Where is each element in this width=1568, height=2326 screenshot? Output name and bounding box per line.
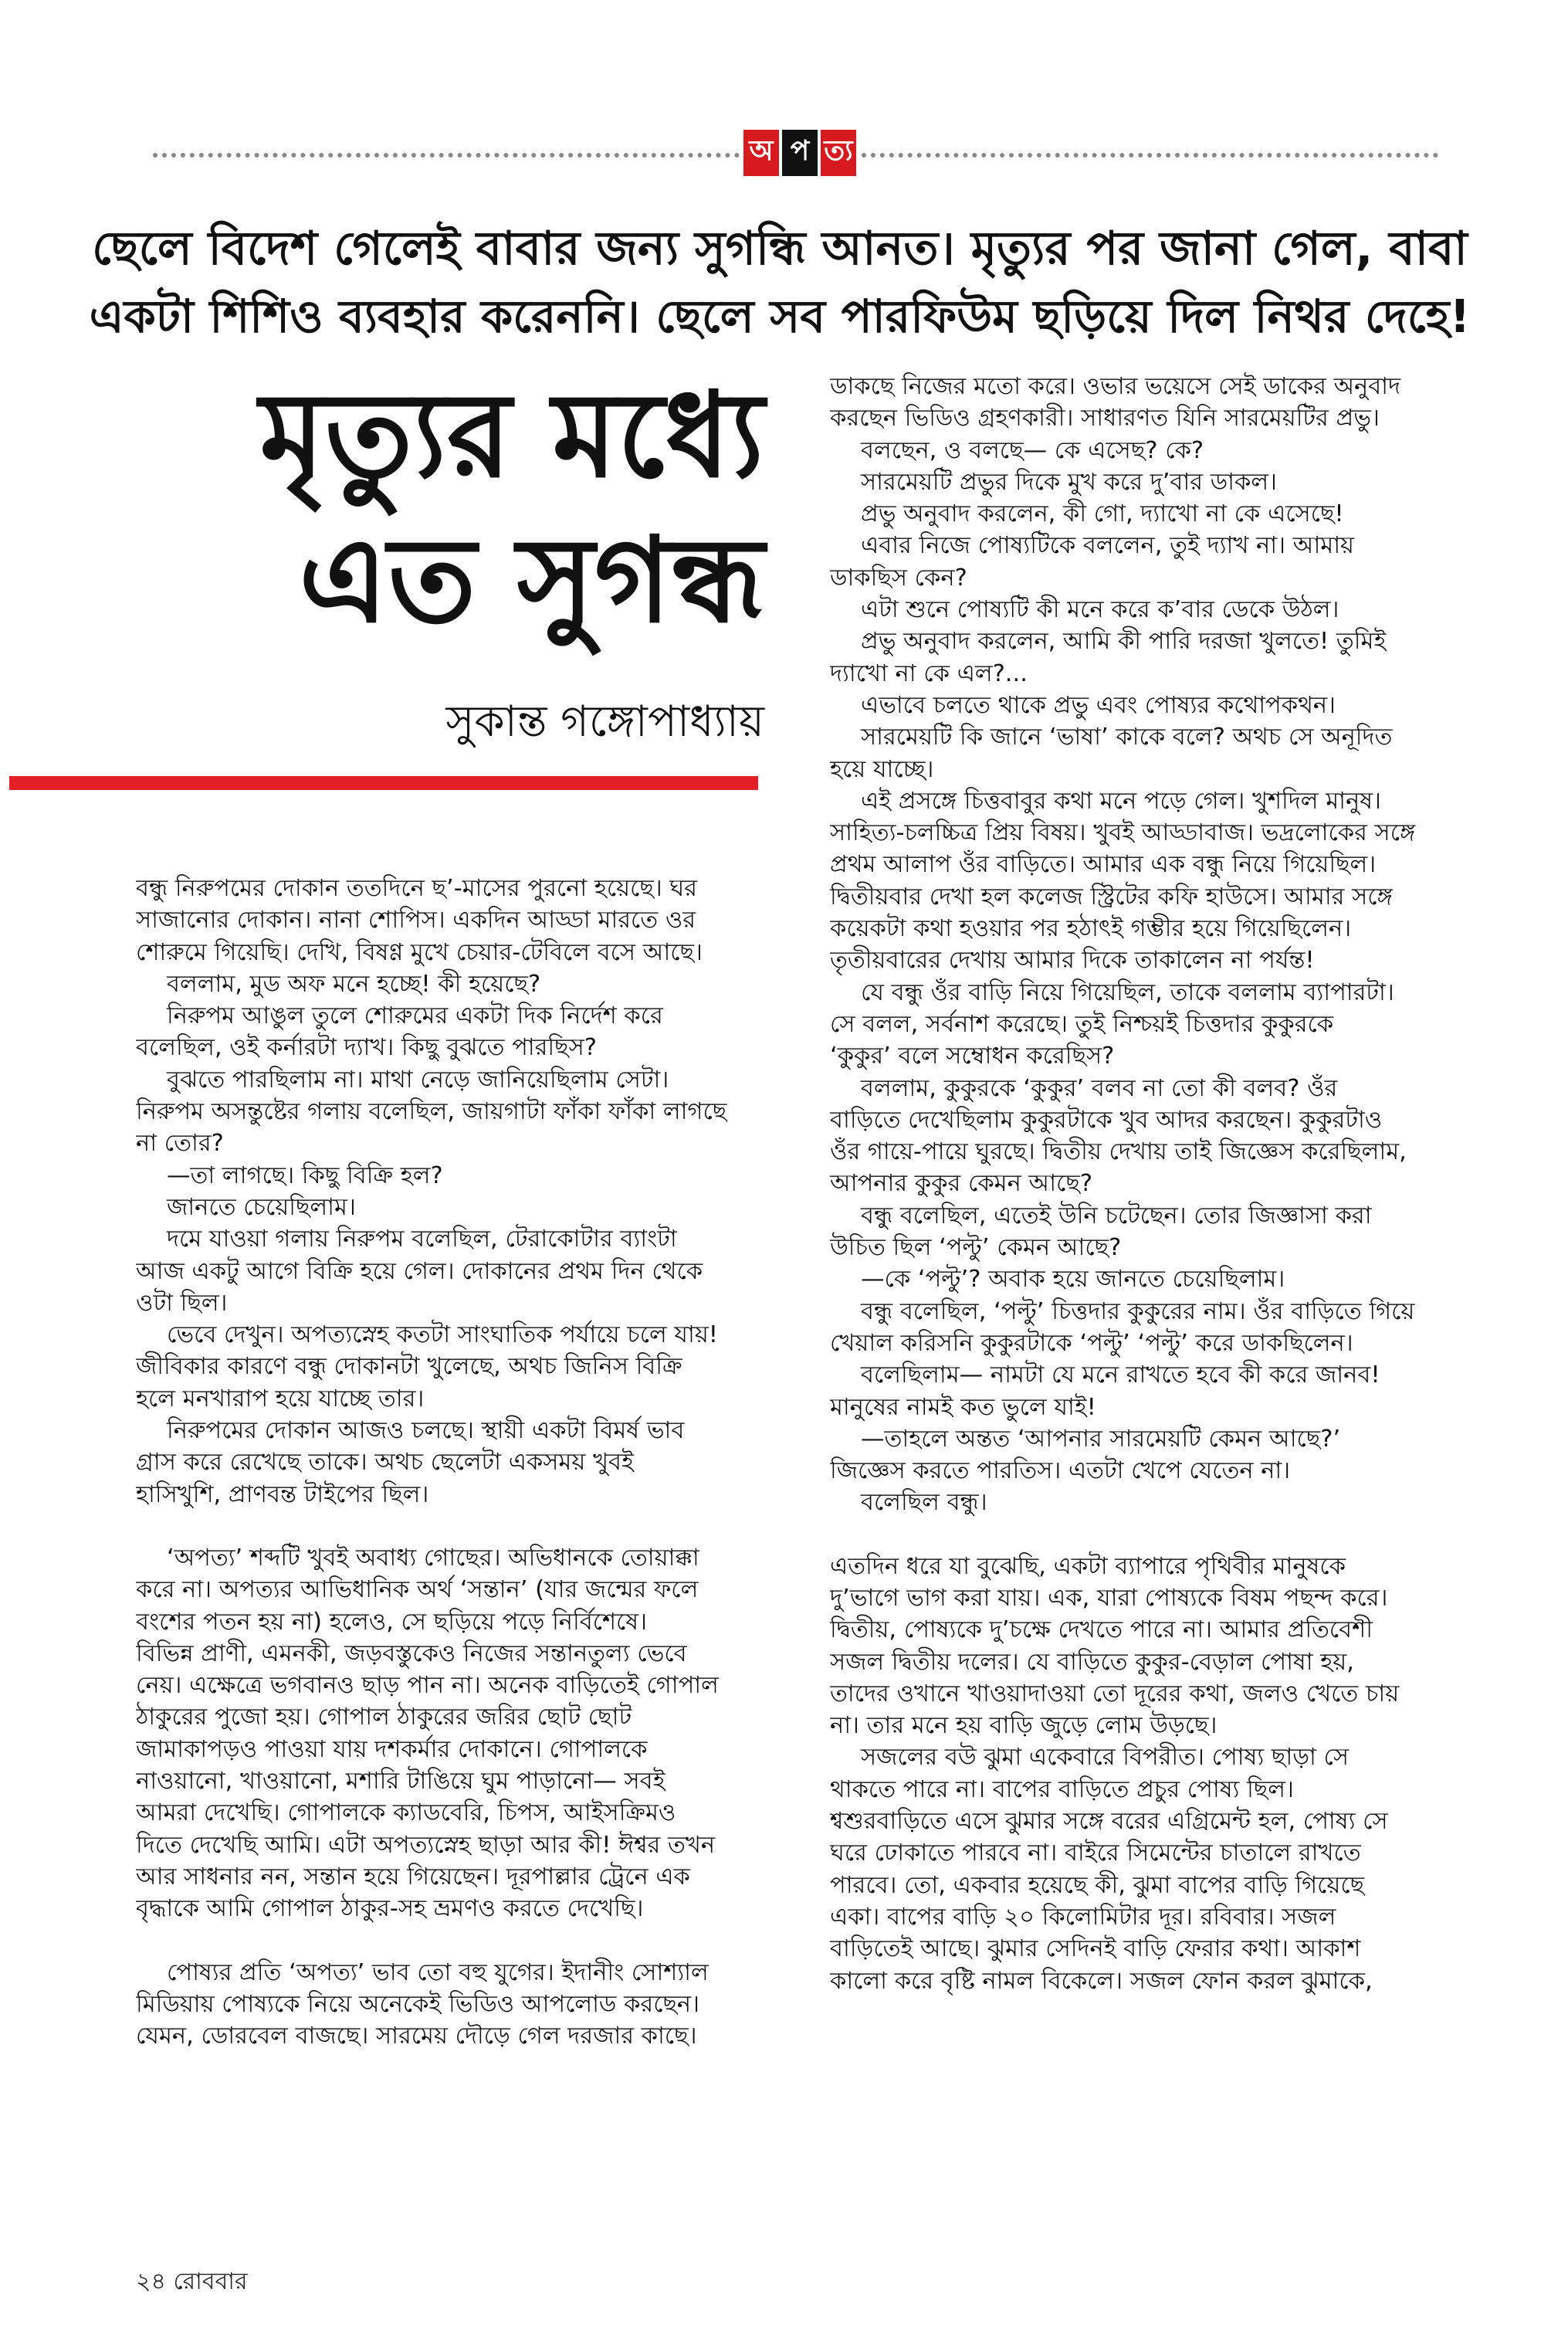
- body-line: বন্ধু বলেছিল, ‘পল্টু’ চিত্তদার কুকুরের নাম। ওঁর বাড়িতে গিয়ে: [861, 1297, 1415, 1325]
- body-line: ঠাকুরের পুজো হয়। গোপাল ঠাকুরের জরির ছোট ছোট: [136, 1704, 632, 1731]
- body-line: দ্বিতীয়, পোষ্যকে দু’চক্ষে দেখতে পারে না। আমার প্রতিবেশী: [830, 1616, 1373, 1644]
- body-line: দ্যাখো না কে এল?...: [830, 659, 1028, 687]
- red-rule: [9, 776, 758, 790]
- body-line: আর সাধনার নন, সন্তান হয়ে গিয়েছেন। দূরপাল্লার ট্রেনে এক: [136, 1863, 690, 1890]
- body-line: নাওয়ানো, খাওয়ানো, মশারি টাঙিয়ে ঘুম পাড়ানো— সবই: [136, 1768, 665, 1795]
- body-line: করে না। অপত্যর আভিধানিক অর্থ ‘সন্তান’ (যার জন্মের ফলে: [136, 1576, 699, 1604]
- section-tag-letter: ত্য: [821, 130, 856, 176]
- body-line: একা। বাপের বাড়ি ২০ কিলোমিটার দূর। রবিবার। সজল: [830, 1903, 1336, 1931]
- body-line: হাসিখুশি, প্রাণবন্ত টাইপের ছিল।: [136, 1480, 429, 1508]
- body-line: জীবিকার কারণে বন্ধু দোকানটা খুলেছে, অথচ জিনিস বিক্রি: [136, 1353, 682, 1381]
- body-line: নিরুপম আঙুল তুলে শোরুমের একটা দিক নির্দেশ করে: [167, 1002, 663, 1030]
- body-line: যেমন, ডোরবেল বাজছে। সারমেয় দৌড়ে গেল দরজার কাছে।: [136, 2023, 697, 2050]
- body-line: হয়ে যাচ্ছে।: [830, 755, 934, 783]
- body-line: বংশের পতন হয় না) হলেও, সে ছড়িয়ে পড়ে নির্বিশেষে।: [136, 1608, 647, 1636]
- section-tag-letter: প: [782, 130, 818, 176]
- body-line: বললাম, কুকুরকে ‘কুকুর’ বলব না তো কী বলব? ওঁর: [861, 1074, 1338, 1102]
- body-line: ভেবে দেখুন। অপত্যস্নেহ কতটা সাংঘাতিক পর্যায়ে চলে যায়!: [167, 1321, 719, 1349]
- body-line: ডাকছে নিজের মতো করে। ওভার ভয়েসে সেই ডাকের অনুবাদ: [830, 373, 1401, 400]
- body-line: বন্ধু বলেছিল, এতেই উনি চটেছেন। তোর জিজ্ঞাসা করা: [861, 1202, 1372, 1229]
- body-line: বিভিন্ন প্রাণী, এমনকী, জড়বস্তুকেও নিজের সন্তানতুল্য ভেবে: [136, 1639, 687, 1667]
- body-line: আজ একটু আগে বিক্রি হয়ে গেল। দোকানের প্রথম দিন থেকে: [136, 1257, 703, 1285]
- body-line: বন্ধু নিরুপমের দোকান ততদিনে ছ’-মাসের পুরনো হয়েছে। ঘর: [136, 875, 698, 902]
- body-line: তাদের ওখানে খাওয়াদাওয়া তো দূরের কথা, জলও খেতে চায়: [830, 1680, 1400, 1707]
- title-line: মৃত্যুর মধ্যে: [259, 367, 764, 504]
- body-line: জামাকাপড়ও পাওয়া যায় দশকর্মার দোকানে। গোপালকে: [136, 1735, 648, 1763]
- body-line: বলেছিল, ওই কর্নারটা দ্যাখ। কিছু বুঝতে পারছিস?: [136, 1034, 597, 1062]
- section-tag: [743, 130, 856, 176]
- dotted-rule-left: [153, 153, 740, 158]
- body-line: ডাকছিস কেন?: [830, 564, 967, 592]
- body-line: এভাবে চলতে থাকে প্রভু এবং পোষ্যর কথোপকথন।: [861, 691, 1336, 719]
- body-line: মানুষের নামই কত ভুলে যাই!: [830, 1393, 1096, 1421]
- body-line: পোষ্যর প্রতি ‘অপত্য’ ভাব তো বহু যুগের। ইদানীং সোশ্যাল: [167, 1958, 709, 1986]
- body-line: এটা শুনে পোষ্যটি কী মনে করে ক’বার ডেকে উঠল।: [861, 596, 1339, 624]
- body-line: তৃতীয়বারের দেখায় আমার দিকে তাকালেন না পর্যন্ত!: [830, 947, 1315, 975]
- body-line: মিডিয়ায় পোষ্যকে নিয়ে অনেকেই ভিডিও আপলোড করছেন।: [136, 1990, 700, 2018]
- body-column-left: [136, 873, 765, 2201]
- body-line: করছেন ভিডিও গ্রহণকারী। সাধারণত যিনি সারমেয়টির প্রভু।: [830, 405, 1380, 432]
- author-byline: সুকান্ত গঙ্গোপাধ্যায়: [445, 697, 764, 747]
- body-line: জানতে চেয়েছিলাম।: [167, 1193, 356, 1221]
- body-line: বুঝতে পারছিলাম না। মাথা নেড়ে জানিয়েছিলাম সেটা।: [167, 1066, 669, 1093]
- body-line: ওটা ছিল।: [136, 1289, 228, 1317]
- body-line: —তা লাগছে। কিছু বিক্রি হল?: [167, 1161, 443, 1189]
- body-line: প্রভু অনুবাদ করলেন, কী গো, দ্যাখো না কে এসেছে!: [861, 500, 1344, 528]
- body-line: এবার নিজে পোষ্যটিকে বললেন, তুই দ্যাখ না। আমায়: [861, 532, 1355, 560]
- body-line: এই প্রসঙ্গে চিত্তবাবুর কথা মনে পড়ে গেল। খুশদিল মানুষ।: [861, 787, 1381, 815]
- body-line: ‘অপত্য’ শব্দটি খুবই অবাধ্য গোছের। অভিধানকে তোয়াক্কা: [167, 1544, 699, 1572]
- body-line: বলেছিলাম— নামটা যে মনে রাখতে হবে কী করে জানব!: [861, 1361, 1380, 1389]
- body-line: গ্রাস করে রেখেছে তাকে। অথচ ছেলেটা একসময় খুবই: [136, 1449, 634, 1477]
- section-tag-letter: অ: [743, 130, 779, 176]
- body-line: ঘরে ঢোকাতে পারবে না। বাইরে সিমেন্টের চাতালে রাখতে: [830, 1839, 1361, 1867]
- body-line: উচিত ছিল ‘পল্টু’ কেমন আছে?: [830, 1234, 1122, 1262]
- body-line: ‘কুকুর’ বলে সম্বোধন করেছিস?: [830, 1043, 1115, 1070]
- page-footer: ২৪ রোববার: [136, 2268, 248, 2295]
- body-line: ওঁর গায়ে-পায়ে ঘুরছে। দ্বিতীয় দেখায় তাই জিজ্ঞেস করেছিলাম,: [830, 1138, 1407, 1166]
- body-line: সারমেয়টি প্রভুর দিকে মুখ করে দু’বার ডাকল।: [861, 468, 1277, 496]
- body-line: বলেছিল বন্ধু।: [861, 1489, 987, 1517]
- body-line: প্রথম আলাপ ওঁর বাড়িতে। আমার এক বন্ধু নিয়ে গিয়েছিল।: [830, 851, 1377, 879]
- body-line: দু’ভাগে ভাগ করা যায়। এক, যারা পোষ্যকে বিষম পছন্দ করে।: [830, 1584, 1388, 1612]
- body-line: প্রভু অনুবাদ করলেন, আমি কী পারি দরজা খুলতে! তুমিই: [861, 628, 1387, 656]
- body-line: না। তার মনে হয় বাড়ি জুড়ে লোম উড়ছে।: [830, 1712, 1217, 1740]
- body-line: বাড়িতে দেখেছিলাম কুকুরটাকে খুব আদর করছেন। কুকুরটাও: [830, 1106, 1383, 1134]
- body-line: যে বন্ধু ওঁর বাড়ি নিয়ে গিয়েছিল, তাকে বললাম ব্যাপারটা।: [861, 978, 1394, 1006]
- body-line: হলে মনখারাপ হয়ে যাচ্ছে তার।: [136, 1385, 425, 1412]
- body-column-right: [830, 371, 1448, 2201]
- body-line: থাকতে পারে না। বাপের বাড়িতে প্রচুর পোষ্য ছিল।: [830, 1775, 1294, 1803]
- body-line: নিরুপমের দোকান আজও চলছে। স্থায়ী একটা বিমর্ষ ভাব: [167, 1417, 685, 1445]
- body-line: খেয়াল করিসনি কুকুরটাকে ‘পল্টু’ ‘পল্টু’ করে ডাকছিলেন।: [830, 1329, 1353, 1357]
- standfirst-line: ছেলে বিদেশ গেলেই বাবার জন্য সুগন্ধি আনত। মৃত্যুর পর জানা গেল, বাবা: [92, 222, 1468, 276]
- standfirst: [85, 215, 1475, 351]
- body-line: কয়েকটা কথা হওয়ার পর হঠাৎই গম্ভীর হয়ে গিয়েছিলেন।: [830, 915, 1352, 943]
- body-line: —তাহলে অন্তত ‘আপনার সারমেয়টি কেমন আছে?’: [861, 1425, 1341, 1453]
- body-line: জিজ্ঞেস করতে পারতিস। এতটা খেপে যেতেন না।: [830, 1457, 1291, 1485]
- body-line: নিরুপম অসন্তুষ্টের গলায় বলেছিল, জায়গাটা ফাঁকা ফাঁকা লাগছে: [136, 1098, 727, 1126]
- body-line: সে বলল, সর্বনাশ করেছে। তুই নিশ্চয়ই চিত্তদার কুকুরকে: [830, 1010, 1334, 1038]
- body-line: পারবে। তো, একবার হয়েছে কী, ঝুমা বাপের বাড়ি গিয়েছে: [830, 1871, 1365, 1899]
- body-line: আমরা দেখেছি। গোপালকে ক্যাডবেরি, চিপস, আইসক্রিমও: [136, 1799, 676, 1827]
- body-line: এতদিন ধরে যা বুঝেছি, একটা ব্যাপারে পৃথিবীর মানুষকে: [830, 1552, 1346, 1580]
- body-line: দমে যাওয়া গলায় নিরুপম বলেছিল, টেরাকোটার ব্যাংটা: [167, 1226, 677, 1253]
- standfirst-line: একটা শিশিও ব্যবহার করেননি। ছেলে সব পারফিউম ছড়িয়ে দিল নিথর দেহে!: [89, 290, 1471, 343]
- body-line: নেয়। এক্ষেত্রে ভগবানও ছাড় পান না। অনেক বাড়িতেই গোপাল: [136, 1672, 719, 1700]
- body-line: শ্বশুরবাড়িতে এসে ঝুমার সঙ্গে বরের এগ্রিমেন্ট হল, পোষ্য সে: [830, 1808, 1388, 1836]
- body-line: দ্বিতীয়বার দেখা হল কলেজ স্ট্রিটের কফি হাউসে। আমার সঙ্গে: [830, 883, 1393, 910]
- article-title: [147, 363, 764, 653]
- body-line: সাহিত্য-চলচ্চিত্র প্রিয় বিষয়। খুবই আড্ডাবাজ। ভদ্রলোকের সঙ্গে: [830, 819, 1416, 847]
- body-line: না তোর?: [136, 1130, 224, 1158]
- body-line: আপনার কুকুর কেমন আছে?: [830, 1170, 1093, 1198]
- body-line: —কে ‘পল্টু’? অবাক হয়ে জানতে চেয়েছিলাম।: [861, 1266, 1285, 1294]
- body-line: সজলের বউ ঝুমা একেবারে বিপরীত। পোষ্য ছাড়া সে: [861, 1744, 1350, 1772]
- title-line: এত সুগন্ধ: [298, 512, 764, 649]
- body-line: শোরুমে গিয়েছি। দেখি, বিষণ্ণ মুখে চেয়ার-টেবিলে বসে আছে।: [136, 938, 703, 966]
- body-line: দিতে দেখেছি আমি। এটা অপত্যস্নেহ ছাড়া আর কী! ঈশ্বর তখন: [136, 1831, 716, 1859]
- body-line: সজল দ্বিতীয় দলের। যে বাড়িতে কুকুর-বেড়াল পোষা হয়,: [830, 1648, 1354, 1676]
- body-line: বলছেন, ও বলছে— কে এসেছ? কে?: [861, 436, 1204, 464]
- body-line: বললাম, মুড অফ মনে হচ্ছে! কী হয়েছে?: [167, 970, 541, 998]
- dotted-rule-right: [862, 153, 1438, 158]
- body-line: বাড়িতেই আছে। ঝুমার সেদিনই বাড়ি ফেরার কথা। আকাশ: [830, 1935, 1361, 1963]
- body-line: সাজানোর দোকান। নানা শোপিস। একদিন আড্ডা মারতে ওর: [136, 907, 696, 934]
- body-line: সারমেয়টি কি জানে ‘ভাষা’ কাকে বলে? অথচ সে অনূদিত: [861, 724, 1393, 751]
- body-line: কালো করে বৃষ্টি নামল বিকেলে। সজল ফোন করল ঝুমাকে,: [830, 1967, 1373, 1995]
- body-line: বৃদ্ধাকে আমি গোপাল ঠাকুর-সহ ভ্রমণও করতে দেখেছি।: [136, 1895, 644, 1923]
